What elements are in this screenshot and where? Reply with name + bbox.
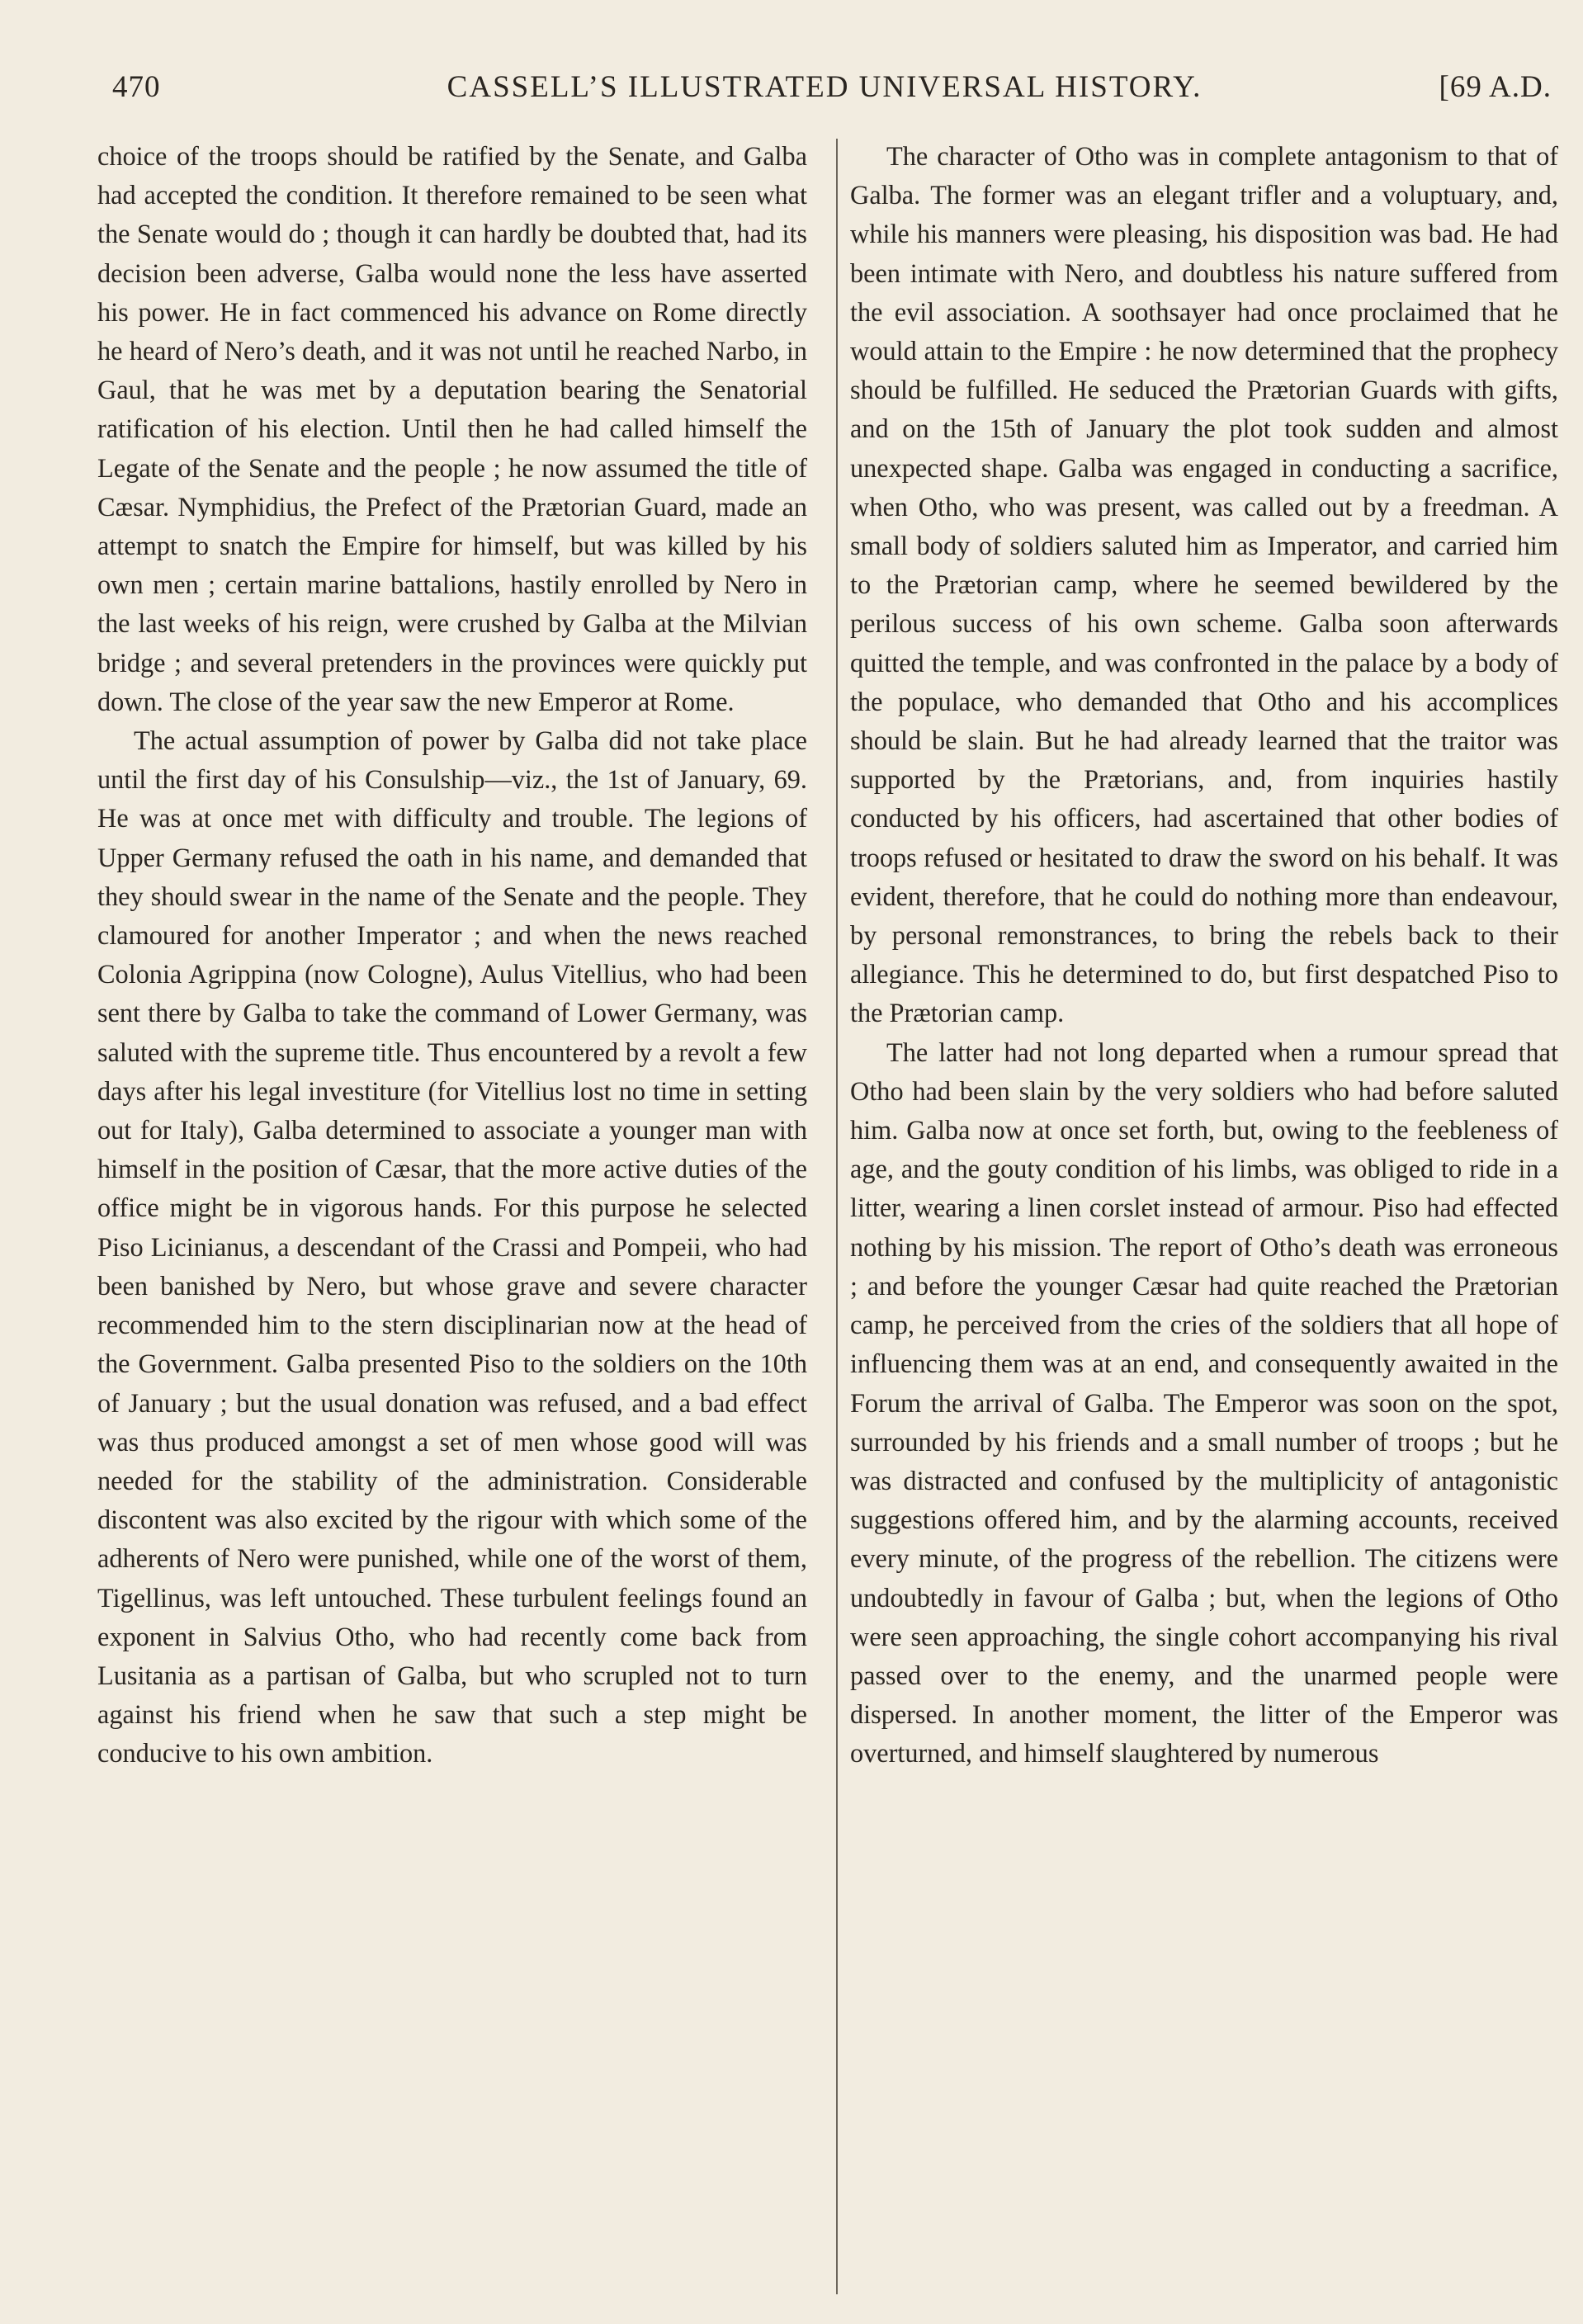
column-divider (836, 139, 838, 2294)
right-column (850, 137, 1558, 1774)
page-number: 470 (112, 70, 161, 104)
paragraph: The actual assumption of power by Galba did not take place until the first day of his Consulship—viz., the 1st of January, 69. He was at once met with difficulty and trouble. The legions of Upper Germany refused the oath in his name, and demanded that they should swear in the name of the Senate and the people. They clamoured for another Imperator ; and when the news reached Colonia Agrippina (now Cologne), Aulus Vitellius, who had been sent there by Galba to take the command of Lower Germany, was saluted with the supreme title. Thus encountered by a revolt a few days after his legal investiture (for Vitellius lost no time in setting out for Italy), Galba determined to associate a younger man with himself in the position of Cæsar, that the more active duties of the office might be in vigorous hands. For this purpose he selected Piso Licinianus, a descendant of the Crassi and Pompeii, who had been banished by Nero, but whose grave and severe character recommended him to the stern disciplinarian now at the head of the Government. Galba presented Piso to the soldiers on the 10th of January ; but the usual donation was refused, and a bad effect was thus produced amongst a set of men whose good will was needed for the stability of the administration. Considerable discontent was also excited by the rigour with which some of the adherents of Nero were punished, while one of the worst of them, Tigellinus, was left untouched. These turbulent feelings found an exponent in Salvius Otho, who had recently come back from Lusitania as a partisan of Galba, but who scrupled not to turn against his friend when he saw that such a step might be conducive to his own ambition. (97, 725, 807, 1769)
date-marker: [69 A.D. (1439, 70, 1552, 104)
paragraph: The latter had not long departed when a rumour spread that Otho had been slain by the very soldiers who had before saluted him. Galba now at once set forth, but, owing to the feebleness of age, and the gouty condition of his limbs, was obliged to ride in a litter, wearing a linen corslet instead of armour. Piso had effected nothing by his mission. The report of Otho’s death was erroneous ; and before the younger Cæsar had quite reached the Prætorian camp, he perceived from the cries of the soldiers that all hope of influencing them was at an end, and consequently awaited in the Forum the arrival of Galba. The Emperor was soon on the spot, surrounded by his friends and a small number of troops ; but he was distracted and confused by the multiplicity of antagonistic suggestions offered him, and by the alarming accounts, received every minute, of the progress of the rebellion. The citizens were undoubtedly in favour of Galba ; but, when the legions of Otho were seen approaching, the single cohort accompanying his rival passed over to the enemy, and the unarmed people were dispersed. In another moment, the litter of the Emperor was overturned, and himself slaughtered by numerous (850, 1037, 1558, 1769)
running-title: CASSELL’S ILLUSTRATED UNIVERSAL HISTORY. (447, 70, 1203, 104)
paragraph: choice of the troops should be ratified by the Senate, and Galba had accepted the condition. It therefore remained to be seen what the Senate would do ; though it can hardly be doubted that, had its decision been adverse, Galba would none the less have asserted his power. He in fact commenced his advance on Rome directly he heard of Nero’s death, and it was not until he reached Narbo, in Gaul, that he was met by a deputation bearing the Senatorial ratification of his election. Until then he had called himself the Legate of the Senate and the people ; he now assumed the title of Cæsar. Nymphidius, the Prefect of the Prætorian Guard, made an attempt to snatch the Empire for himself, but was killed by his own men ; certain marine battalions, hastily enrolled by Nero in the last weeks of his reign, were crushed by Galba at the Milvian bridge ; and several pretenders in the provinces were quickly put down. The close of the year saw the new Emperor at Rome. (97, 141, 807, 716)
paragraph: The character of Otho was in complete antagonism to that of Galba. The former was an elegant trifler and a voluptuary, and, while his manners were pleasing, his disposition was bad. He had been intimate with Nero, and doubtless his nature suffered from the evil association. A soothsayer had once proclaimed that he would attain to the Empire : he now determined that the prophecy should be fulfilled. He seduced the Prætorian Guards with gifts, and on the 15th of January the plot took sudden and almost unexpected shape. Galba was engaged in conducting a sacrifice, when Otho, who was present, was called out by a freedman. A small body of soldiers saluted him as Imperator, and carried him to the Prætorian camp, where he seemed bewildered by the perilous success of his own scheme. Galba soon afterwards quitted the temple, and was confronted in the palace by a body of the populace, who demanded that Otho and his accomplices should be slain. But he had already learned that the traitor was supported by the Prætorians, and, from inquiries hastily conducted by his officers, had ascertained that other bodies of troops refused or hesitated to draw the sword on his behalf. It was evident, therefore, that he could do nothing more than endeavour, by personal remonstrances, to bring the rebels back to their allegiance. This he determined to do, but first despatched Piso to the Prætorian camp. (850, 141, 1558, 1028)
running-header (97, 59, 1552, 109)
left-column (97, 137, 807, 1774)
